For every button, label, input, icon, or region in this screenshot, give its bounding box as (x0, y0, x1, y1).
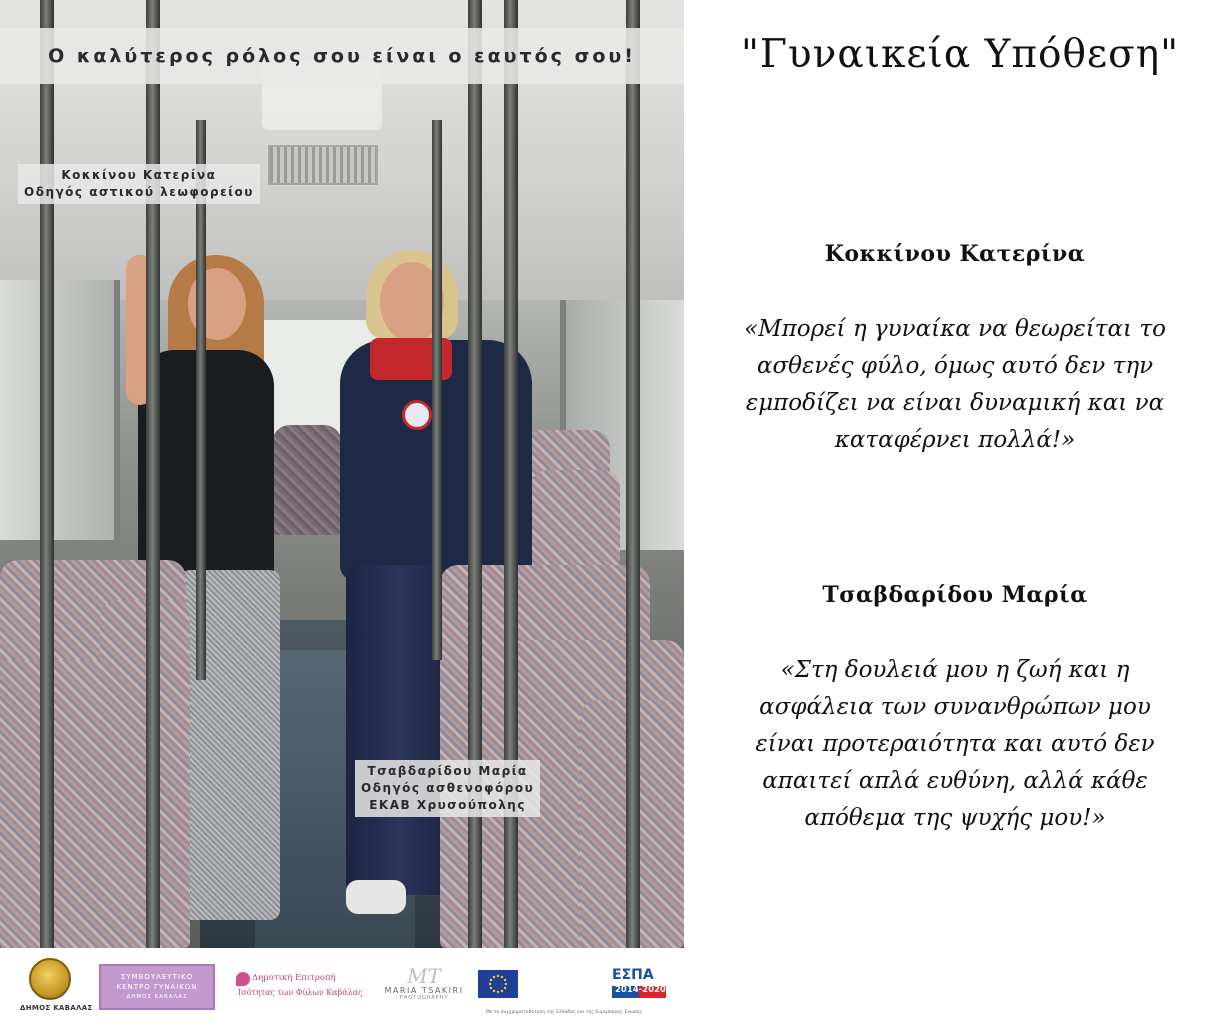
seat (0, 640, 110, 948)
handrail-pole (196, 120, 206, 680)
quote-line: είναι προτεραιότητα και αυτό δεν (755, 731, 1155, 757)
quote-line: εμποδίζει να είναι δυναμική και να (745, 390, 1165, 416)
photographer-name: MARIA TSAKIRI (384, 986, 464, 995)
photo-caption-katerina (18, 164, 260, 204)
top-banner (0, 28, 684, 84)
sponsor-footer (0, 948, 1222, 1024)
quote-line: καταφέρνει πολλά!» (834, 427, 1076, 453)
municipality-emblem-icon (29, 958, 71, 1000)
municipality-logo (20, 958, 93, 1020)
banner-slogan: Ο καλύτερος ρόλος σου είναι ο εαυτός σου! (48, 45, 636, 67)
espa-logo (612, 968, 668, 1006)
caption-line: Οδηγός αστικού λεωφορείου (24, 185, 254, 199)
photographer-logo (384, 966, 464, 1012)
seat (100, 600, 190, 948)
quote-line: «Στη δουλειά μου η ζωή και η (780, 657, 1130, 683)
espa-bar (612, 986, 666, 998)
poster-title: "Γυναικεία Υπόθεση" (740, 32, 1180, 77)
quote-line: ασθενές φύλο, όμως αυτό δεν την (756, 353, 1154, 379)
committee-line: Ισότητας των Φύλων Καβάλας (238, 988, 363, 997)
committee-line: Δημοτική Επιτροπή (252, 973, 336, 983)
ekab-badge (402, 400, 432, 430)
espa-title: ΕΣΠΑ (612, 967, 654, 983)
municipality-label: ΔΗΜΟΣ ΚΑΒΑΛΑΣ (20, 1004, 93, 1012)
handrail-pole (146, 0, 160, 948)
handrail-pole (40, 0, 54, 948)
photo-caption-maria (355, 760, 540, 817)
caption-line: Τσαβδαρίδου Μαρία (367, 764, 528, 778)
cofunding-note: Με τη συγχρηματοδότηση της Ελλάδας και της Ευρωπαϊκής Ένωσης (486, 1010, 643, 1015)
committee-mark-icon (236, 972, 250, 986)
photographer-sub: PHOTOGRAPHY (399, 995, 449, 1001)
profile-name-maria: Τσαβδαρίδου Μαρία (822, 582, 1088, 608)
center-logo-line: ΚΕΝΤΡΟ ΓΥΝΑΙΚΩΝ (116, 983, 198, 991)
quote-line: απόθεμα της ψυχής μου!» (804, 805, 1106, 831)
handrail-pole (432, 120, 442, 660)
photographer-signature: MT (407, 964, 441, 988)
caption-line: Οδηγός ασθενοφόρου (361, 781, 535, 795)
caption-line: ΕΚΑΒ Χρυσούπολης (369, 798, 526, 812)
center-logo-line: ΣΥΜΒΟΥΛΕΥΤΙΚΟ (120, 973, 194, 981)
center-logo-line: ΔΗΜΟΣ ΚΑΒΑΛΑΣ (126, 994, 188, 1000)
equality-committee-logo (236, 970, 366, 1006)
eu-flag-icon (478, 970, 518, 998)
profile-quote-katerina (700, 311, 1210, 459)
quote-line: ασφάλεια των συνανθρώπων μου (759, 694, 1151, 720)
quote-line: απαιτεί απλά ευθύνη, αλλά κάθε (762, 768, 1148, 794)
handrail-pole (626, 0, 640, 948)
espa-years: 2014-2020 (615, 985, 666, 995)
seat (272, 425, 342, 535)
profile-name-katerina: Κοκκίνου Κατερίνα (824, 241, 1086, 267)
caption-line: Κοκκίνου Κατερίνα (61, 168, 217, 182)
profile-quote-maria (700, 652, 1210, 837)
quote-line: «Μπορεί η γυναίκα να θεωρείται το (744, 316, 1166, 342)
ceiling-vent (268, 145, 378, 185)
sneaker (346, 880, 406, 914)
counseling-center-logo (99, 964, 215, 1010)
bus-window-left (0, 280, 120, 540)
